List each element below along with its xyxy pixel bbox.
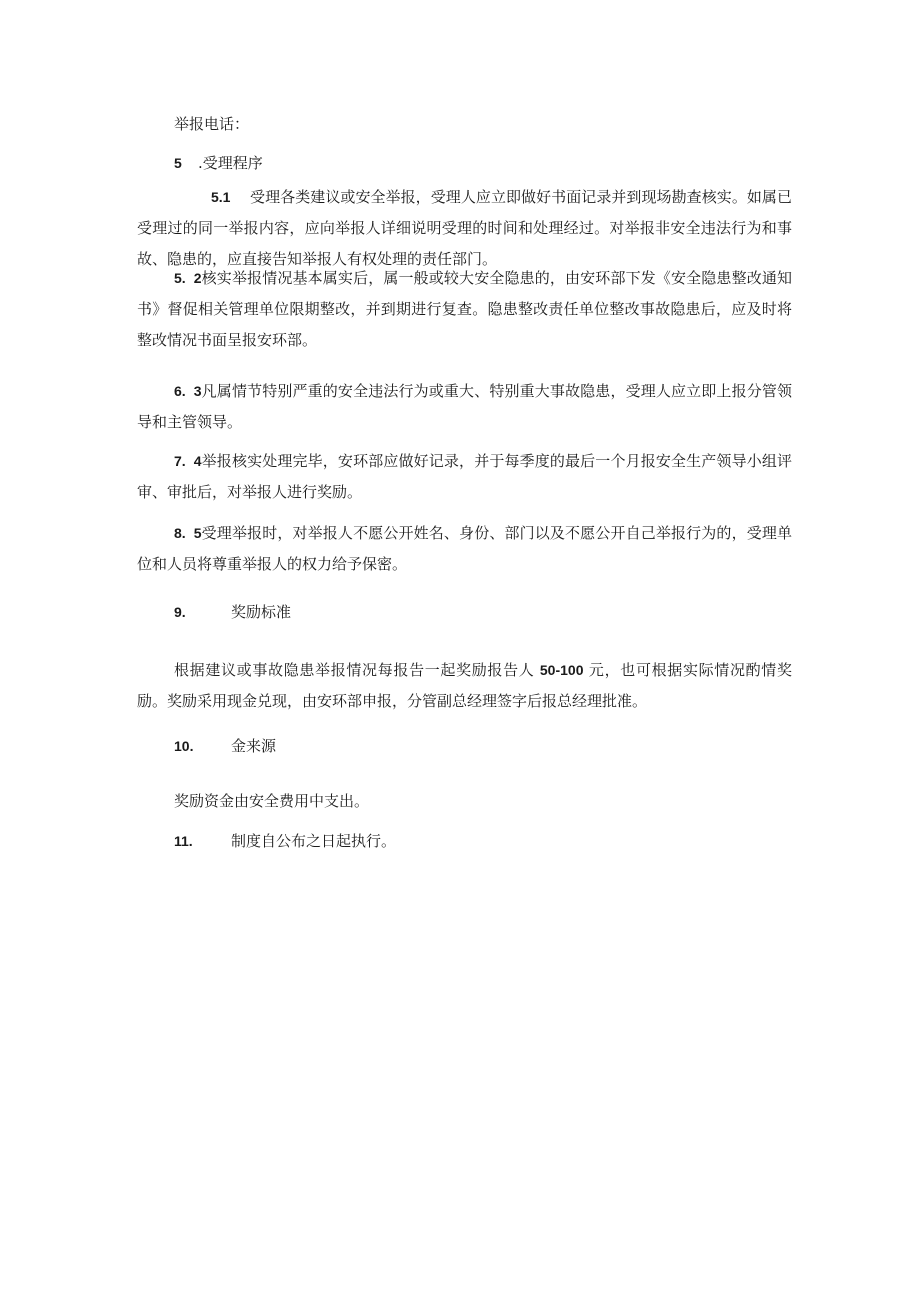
- section-title: 制度自公布之日起执行。: [231, 832, 397, 850]
- clause-number: 7. 4: [174, 453, 202, 469]
- section-9-heading: [174, 602, 291, 622]
- reward-paragraph: [137, 655, 792, 717]
- clause-6-3: [137, 376, 792, 438]
- clause-text: 受理各类建议或安全举报，受理人应立即做好书面记录并到现场勘查核实。如属已受理过的同一举报内容，应向举报人详细说明受理的时间和处理经过。对举报非安全违法行为和事故、隐患的，应直接告知举报人有权处理的责任部门。: [137, 188, 792, 268]
- clause-5-1: [137, 182, 792, 275]
- clause-text: 受理举报时，对举报人不愿公开姓名、身份、部门以及不愿公开自己举报行为的，受理单位和人员将尊重举报人的权力给予保密。: [137, 524, 792, 573]
- clause-text: 举报核实处理完毕，安环部应做好记录，并于每季度的最后一个月报安全生产领导小组评审、审批后，对举报人进行奖励。: [137, 452, 792, 501]
- section-number: 5: [174, 155, 182, 171]
- section-10-heading: [174, 736, 276, 756]
- clause-7-4: [137, 446, 792, 508]
- clause-8-5: [137, 518, 792, 580]
- section-title: 奖励标准: [231, 603, 292, 621]
- clause-number: 6. 3: [174, 383, 202, 399]
- clause-5-2: [137, 263, 792, 356]
- reward-text-after: 元，也可根据实际情况酌情奖励。奖励采用现金兑现，由安环部申报，分管副总经理签字后报总经理批准。: [137, 661, 792, 710]
- section-number: 10.: [174, 738, 194, 754]
- section-11-heading: [174, 831, 396, 851]
- section-number: 9.: [174, 604, 186, 620]
- reward-amount: 50-100: [539, 662, 584, 678]
- phone-label: 举报电话：: [174, 115, 250, 133]
- clause-number: 5.1: [211, 189, 231, 205]
- reward-text-before: 根据建议或事故隐患举报情况每报告一起奖励报告人: [174, 661, 540, 679]
- clause-number: 8. 5: [174, 525, 202, 541]
- section-5-heading: [174, 153, 263, 173]
- section-number: 11.: [174, 833, 193, 849]
- clause-text: 核实举报情况基本属实后，属一般或较大安全隐患的，由安环部下发《安全隐患整改通知书》督促相关管理单位限期整改，并到期进行复查。隐患整改责任单位整改事故隐患后，应及时将整改情况书面呈报安环部。: [137, 269, 792, 349]
- funding-text: 奖励资金由安全费用中支出。: [174, 792, 370, 810]
- clause-text: 凡属情节特别严重的安全违法行为或重大、特别重大事故隐患，受理人应立即上报分管领导和主管领导。: [137, 382, 792, 431]
- section-title: 金来源: [231, 737, 277, 755]
- clause-number: 5. 2: [174, 270, 202, 286]
- section-title: .受理程序: [198, 154, 263, 172]
